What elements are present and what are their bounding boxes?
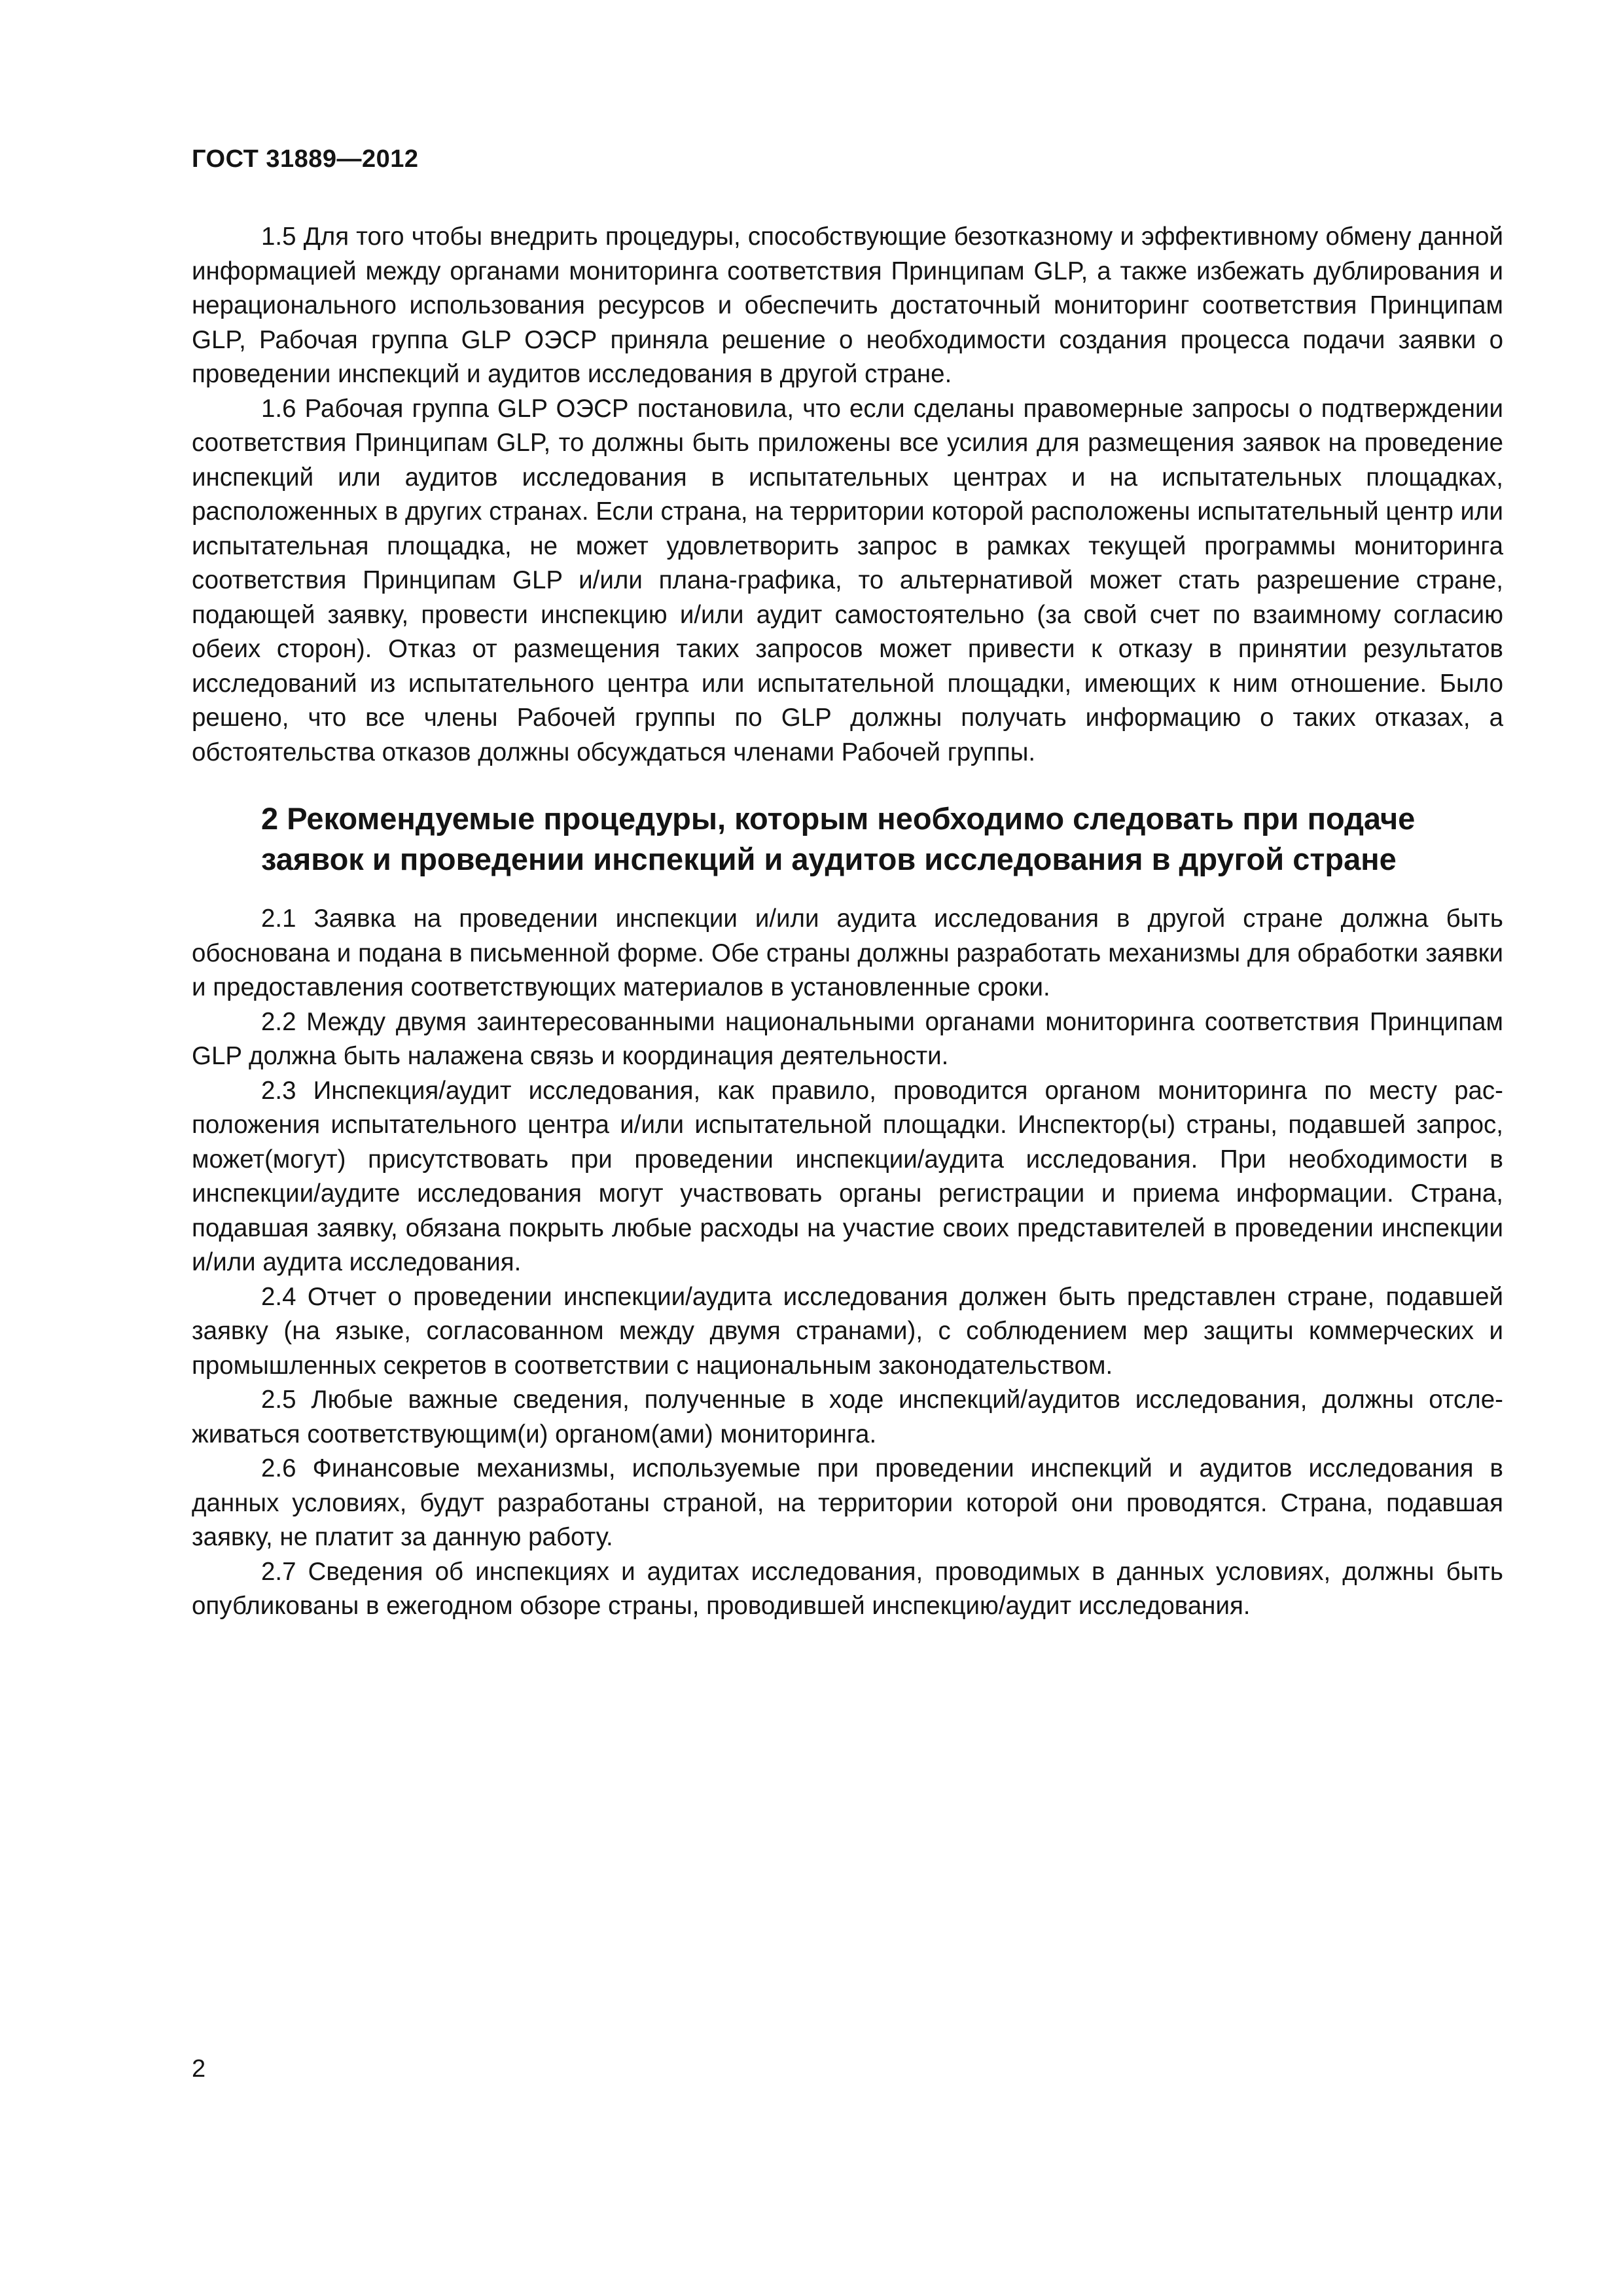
paragraph-2-1: 2.1 Заявка на проведении инспекции и/или аудита исследования в другой стране должна быть обоснована и подана в письменной форме. Обе страны должны разработать механизмы для обработки заявки и предоставления соответствующих материалов в установленные сроки.: [192, 905, 1503, 1001]
document-body: [192, 220, 1503, 1624]
paragraph-2-4: 2.4 Отчет о проведении инспекции/аудита исследования должен быть представлен стране, подавшей заявку (на языке, согласованном между двумя странами), с соблюдением мер защиты коммерческих и промышленных секретов в соответствии с национальным законодательством.: [192, 1282, 1503, 1380]
paragraph-2-5: 2.5 Любые важные сведения, полученные в ходе инспекций/аудитов исследования, должны отслеживаться соответствующим(и) органом(ами) мониторинга.: [192, 1386, 1503, 1448]
document-code: ГОСТ 31889—2012: [192, 145, 419, 173]
paragraph-2-2: 2.2 Между двумя заинтересованными национальными органами мониторинга соответствия Принципам GLP должна быть налажена связь и координация деятельности.: [192, 1007, 1503, 1070]
paragraph-2-7: 2.7 Сведения об инспекциях и аудитах исследования, проводимых в данных условиях, должны быть опубликованы в ежегодном обзоре страны, проводившей инспекцию/аудит исследования.: [192, 1557, 1503, 1620]
page-number: 2: [192, 2055, 206, 2083]
paragraph-2-3: 2.3 Инспекция/аудит исследования, как правило, проводится органом мониторинга по месту расположения испытательного центра и/или испытательной площадки. Инспектор(ы) страны, подавшей запрос, может(могут) присутствовать при проведении инспекции/аудита исследования. При необходимости в инспекции/аудите исследования могут участвовать органы регистрации и приема информации. Страна, подавшая заявку, обязана покрыть любые расходы на участие своих представителей в проведении инспекции и/или аудита исследования.: [192, 1076, 1503, 1276]
section-2-title: 2 Рекомендуемые процедуры, которым необходимо следовать при подаче заявок и проведении инспекций и аудитов исследования в другой стране: [261, 801, 1416, 876]
paragraph-1-6: 1.6 Рабочая группа GLP ОЭСР постановила, что если сделаны правомерные запросы о подтверждении соответствия Принципам GLP, то должны быть приложены все усилия для размещения заявок на проведение инспекций или аудитов исследования в испытательных центрах и на испытательных площадках, расположенных в других странах. Если страна, на территории которой расположены испытательный центр или испытательная площадка, не может удовлетворить запрос в рамках текущей программы мониторинга соответствия Принципам GLP и/или плана-графика, то альтернативой может стать разрешение стране, подающей заявку, провести инспекцию и/или аудит самостоятельно (за свой счет по взаимному согласию обеих сторон). Отказ от размещения таких запросов может привести к отказу в принятии результатов исследований из испытательного центра или испытательной площадки, имеющих к ним отношение. Было решено, что все члены Рабочей группы по GLP должны получать информацию о таких отказах, а обстоятельства отказов должны обсуждаться членами Рабочей группы.: [192, 394, 1503, 766]
paragraph-2-6: 2.6 Финансовые механизмы, используемые при проведении инспекций и аудитов исследования в данных условиях, будут разработаны страной, на территории которой они проводятся. Страна, подавшая заявку, не платит за данную работу.: [192, 1454, 1503, 1551]
paragraph-1-5: 1.5 Для того чтобы внедрить процедуры, способствующие безотказному и эффективному обмену данной информацией между органами мониторинга соответствия Принципам GLP, а также избежать дублирования и нерационального использования ресурсов и обеспечить достаточный мониторинг соответствия Принципам GLP, Рабочая группа GLP ОЭСР приняла решение о необходимости создания процесса подачи заявки о проведении инспекций и аудитов исследования в другой стране.: [192, 223, 1503, 388]
